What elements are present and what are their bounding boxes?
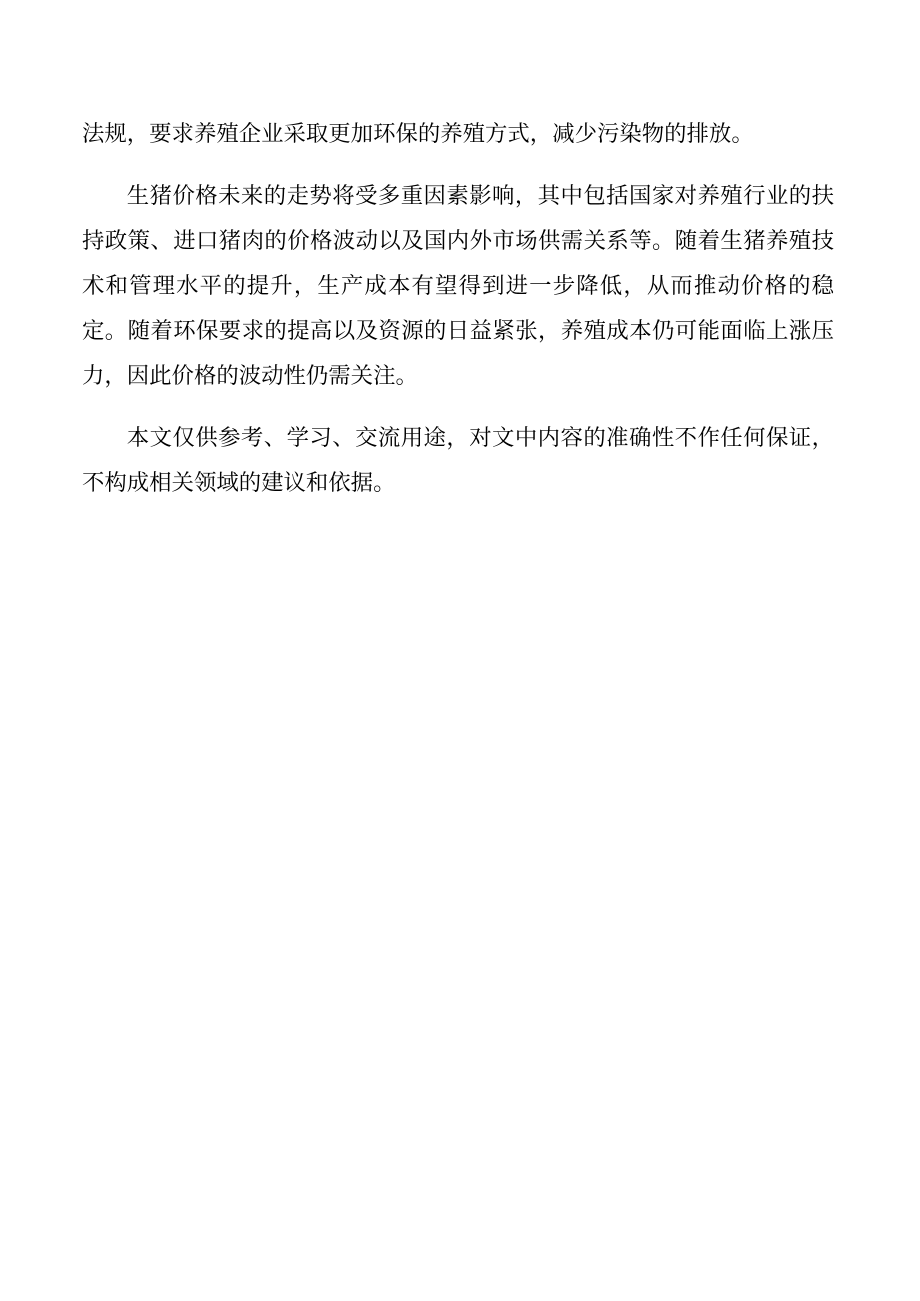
paragraph-price-trend: 生猪价格未来的走势将受多重因素影响，其中包括国家对养殖行业的扶持政策、进口猪肉的价格波动以及国内外市场供需关系等。随着生猪养殖技术和管理水平的提升，生产成本有望得到进一步降低，从而推动价格的稳定。随着环保要求的提高以及资源的日益紧张，养殖成本仍可能面临上涨压力，因此价格的波动性仍需关注。 (82, 183, 834, 389)
paragraph-gap (82, 399, 834, 416)
document-body (82, 112, 834, 506)
paragraph-continuation: 法规，要求养殖企业采取更加环保的养殖方式，减少污染物的排放。 (82, 121, 754, 147)
paragraph-disclaimer: 本文仅供参考、学习、交流用途，对文中内容的准确性不作任何保证，不构成相关领域的建议和依据。 (82, 425, 834, 496)
paragraph-gap (82, 157, 834, 174)
